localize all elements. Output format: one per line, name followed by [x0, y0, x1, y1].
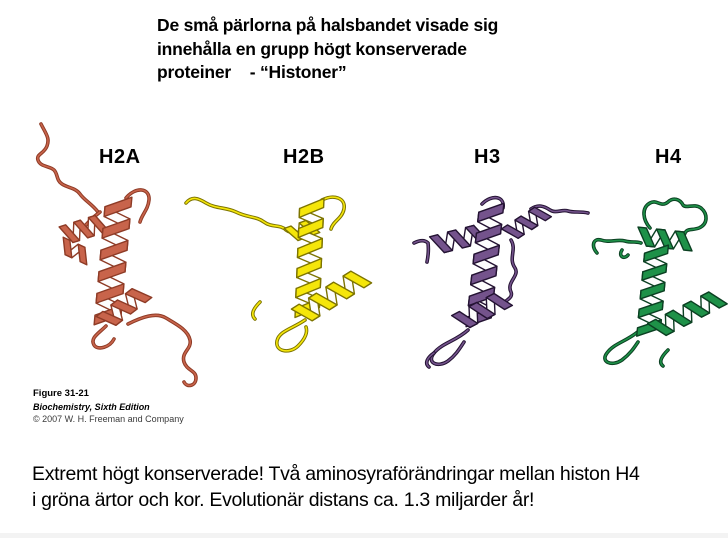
bottom-note [32, 462, 722, 513]
protein-label-h2a: H2A [99, 146, 141, 168]
title-line-1: De små pärlorna på halsbandet visade sig [157, 15, 499, 35]
copyright-line: © 2007 W. H. Freeman and Company [33, 414, 184, 424]
title-line-2: innehålla en grupp högt konserverade [157, 38, 467, 59]
book-title: Biochemistry, Sixth Edition [33, 401, 150, 412]
histone-h4-structure [594, 199, 728, 366]
histone-h2b-structure [186, 197, 372, 351]
slide-bottom-edge [0, 533, 728, 538]
slide-title [157, 14, 597, 85]
bottom-line-1: Extremt högt konserverade! Två aminosyraförändringar mellan histon H4 [32, 463, 640, 485]
bottom-line-2: i gröna ärtor och kor. Evolutionär distans ca. 1.3 miljarder år! [32, 488, 535, 511]
histone-h3-structure [414, 198, 588, 367]
figure-label: Figure 31-21 [33, 388, 89, 399]
title-line-3: proteiner - “Histoner” [157, 62, 347, 82]
protein-label-h3: H3 [474, 146, 501, 168]
figure-caption [33, 389, 184, 425]
protein-label-h2b: H2B [283, 146, 325, 168]
protein-label-h4: H4 [655, 146, 682, 168]
